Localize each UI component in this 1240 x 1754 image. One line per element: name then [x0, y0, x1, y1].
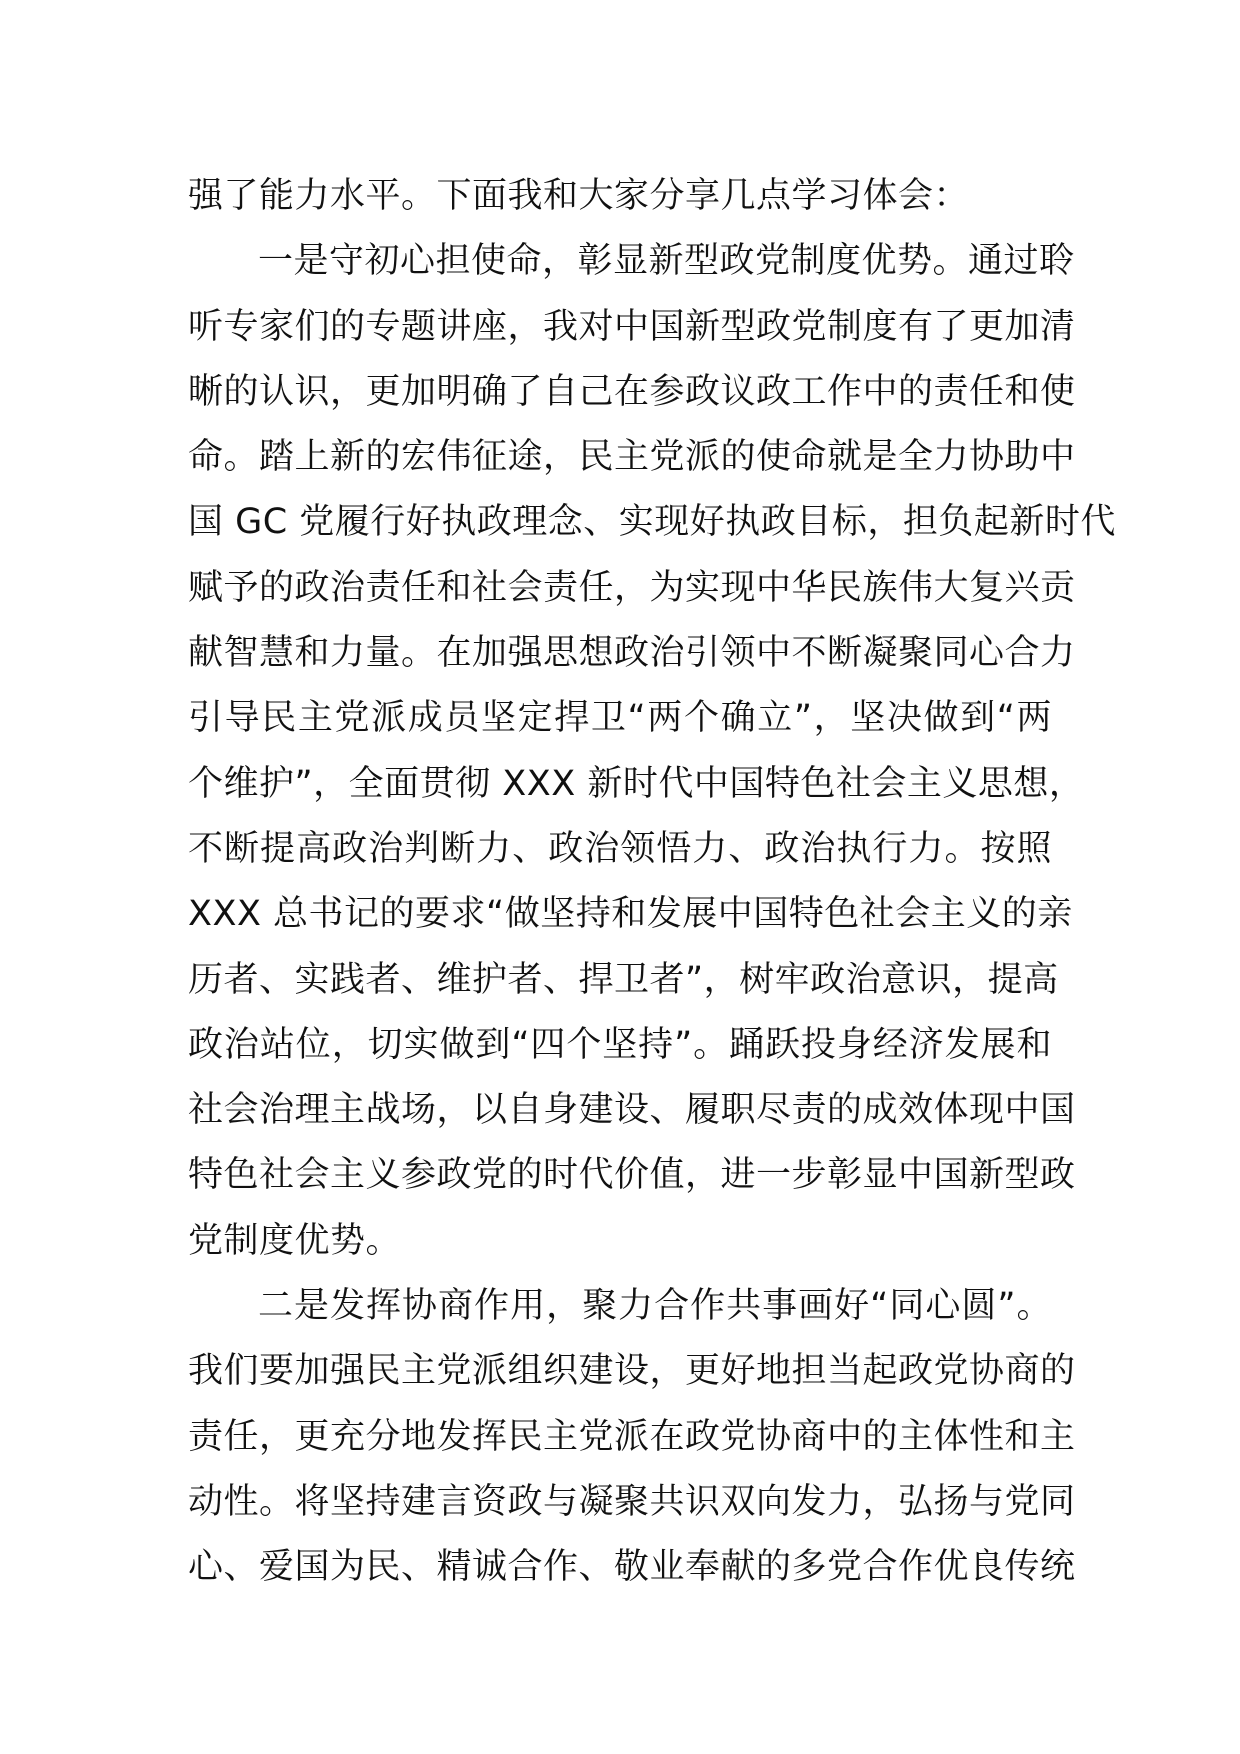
text-line: 心、爱国为民、精诚合作、敬业奉献的多党合作优良传统 [188, 1547, 1076, 1588]
text-line: 强了能力水平。下面我和大家分享几点学习体会： [188, 176, 970, 216]
text-line: 社会治理主战场，以自身建设、履职尽责的成效体现中国 [188, 1090, 1076, 1131]
text-line: 党制度优势。 [188, 1220, 402, 1261]
text-line: 历者、实践者、维护者、捍卫者”，树牢政治意识，提高 [188, 959, 1059, 1000]
text-line: 引导民主党派成员坚定捍卫“两个确立”，坚决做到“两 [188, 698, 1052, 739]
text-line: 命。踏上新的宏伟征途，民主党派的使命就是全力协助中 [188, 437, 1076, 478]
text-line: 不断提高政治判断力、政治领悟力、政治执行力。按照 [188, 828, 1052, 869]
text-line: 我们要加强民主党派组织建设，更好地担当起政党协商的 [188, 1351, 1076, 1392]
text-line: 责任，更充分地发挥民主党派在政党协商中的主体性和主 [188, 1416, 1076, 1457]
text-line: 赋予的政治责任和社会责任，为实现中华民族伟大复兴贡 [188, 567, 1076, 608]
text-line: 个维护”，全面贯彻 XXX 新时代中国特色社会主义思想， [188, 763, 1085, 804]
text-line: 国 GC 党履行好执政理念、实现好执政目标，担负起新时代 [188, 502, 1116, 543]
text-line: 听专家们的专题讲座，我对中国新型政党制度有了更加清 [188, 306, 1076, 347]
text-line: 晰的认识，更加明确了自己在参政议政工作中的责任和使 [188, 371, 1076, 412]
text-line: 政治站位，切实做到“四个坚持”。踊跃投身经济发展和 [188, 1024, 1052, 1065]
text-line: XXX 总书记的要求“做坚持和发展中国特色社会主义的亲 [188, 894, 1073, 935]
text-line: 动性。将坚持建言资政与凝聚共识双向发力，弘扬与党同 [188, 1481, 1076, 1522]
text-line: 献智慧和力量。在加强思想政治引领中不断凝聚同心合力 [188, 633, 1076, 674]
text-line: 特色社会主义参政党的时代价值，进一步彰显中国新型政 [188, 1155, 1076, 1196]
body-text [188, 164, 1116, 1601]
paragraph-first-line: 二是发挥协商作用，聚力合作共事画好“同心圆”。 [258, 1286, 1052, 1327]
paragraph-first-line: 一是守初心担使命，彰显新型政党制度优势。通过聆 [258, 241, 1075, 282]
